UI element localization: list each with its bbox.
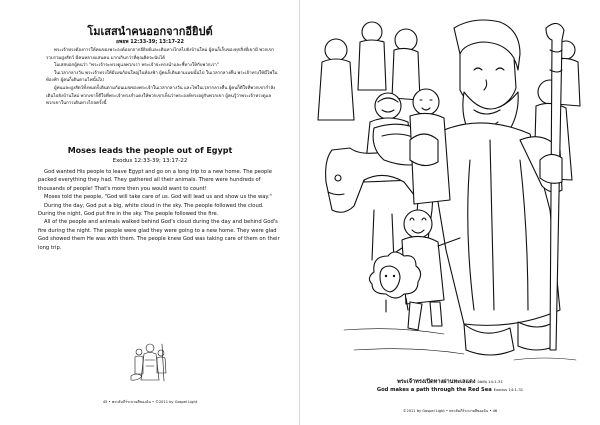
page-footer: 45 • พระคัมภีร์ระบายสีของฉัน • ©2011 by Gospel Light [102,400,198,404]
english-paragraph: Moses told the people, "God will take care of us. God will lead us and show us the way." [44,194,272,201]
thai-paragraph: ผู้คนและฝูงสัตว์ทั้งหมดก็เดินตามก้อนเมฆของพระเจ้าในเวลากลางวัน และไฟในเวลากลางคืน ผู้คนก็ดีใจที่พวกเขากำลังเดินไปยังบ้านใหม่ พวกเขาก็ดีใจที่พระเจ้าทรงสำแดงให้พวกเขาเห็นว่าพระองค์ทรงอยู่กับพวกเขา ผู้คนรู้ว่าพระเจ้าทรงดูแลพวกเขาในการเดินทางไกลครั้งนี้ [46,85,276,107]
moses-figure [436,20,564,355]
illustration-caption-thai [300,378,600,386]
thai-scripture-reference: อพยพ 12:33-39; 13:17-22 [116,39,184,45]
english-story-title: Moses leads the people out of Egypt [67,146,233,155]
english-paragraph: During the day, God put a big, white cloud in the sky. The people followed the cloud. During the night, God put fire in the sky. The people followed the fire. [38,202,264,218]
caption-thai-reference: อพยพ 14:1-31 [477,379,503,384]
thai-paragraph: ในเวลากลางวัน พระเจ้าทรงให้มีเมฆก้อนใหญ่ในท้องฟ้า ผู้คนก็เดินตามเมฆนั้นไป ในเวลากลางคืน พระเจ้าทรงให้มีไฟในท้องฟ้า ผู้คนก็เดินตามไฟนั้นไป [46,70,278,84]
thai-story-title: โมเสสนำคนออกจากอียิปต์ [87,25,213,38]
moses-coloring-illustration [314,10,586,368]
page-footer: ©2011 by Gospel Light • พระคัมภีร์ระบายสีของฉัน • 46 [402,409,498,413]
english-paragraph: All of the people and animals walked behind God's cloud during the day and behind God's fire during the night. The people were glad they were going to a new home. They were glad God showed them He was with them. The people knew God was taking care of them on their long trip. [38,219,280,251]
thumbnail-illustration [128,340,172,384]
caption-thai-text: พระเจ้าทรงเปิดทางผ่านทะเลแดง [397,379,476,385]
caption-english-text: God makes a path through the Red Sea [376,387,492,393]
english-story-text [38,168,282,252]
thai-paragraph: โมเสสบอกผู้คนว่า "พระเจ้าจะทรงดูแลพวกเรา พระเจ้าจะทรงนำและชี้ทางให้กับพวกเรา" [54,63,219,69]
right-page [300,0,600,425]
woman-with-bundle [410,89,450,204]
thai-story-text [46,47,278,108]
english-scripture-reference: Exodus 12:33-39; 13:17-22 [112,158,188,164]
caption-english-reference: Exodus 14:1-31 [493,387,524,392]
thai-paragraph: พระเจ้าทรงต้องการให้คนของพระองค์ออกจากอียิปต์และเดินทางไกลไปยังบ้านใหม่ ผู้คนก็เก็บของทุกสิ่งที่เขามี พวกเขารวบรวมฝูงสัตว์ มีคนหลายแสนคน มากเกินกว่าที่คุณคิดจะนับได้ [46,48,275,61]
illustration-caption-english [300,387,600,393]
english-paragraph: God wanted His people to leave Egypt and go on a long trip to a new home. The people packed everything they had. They gathered all their animals. There were hundreds of thousands of people! That's more then you would want to count! [38,169,272,192]
